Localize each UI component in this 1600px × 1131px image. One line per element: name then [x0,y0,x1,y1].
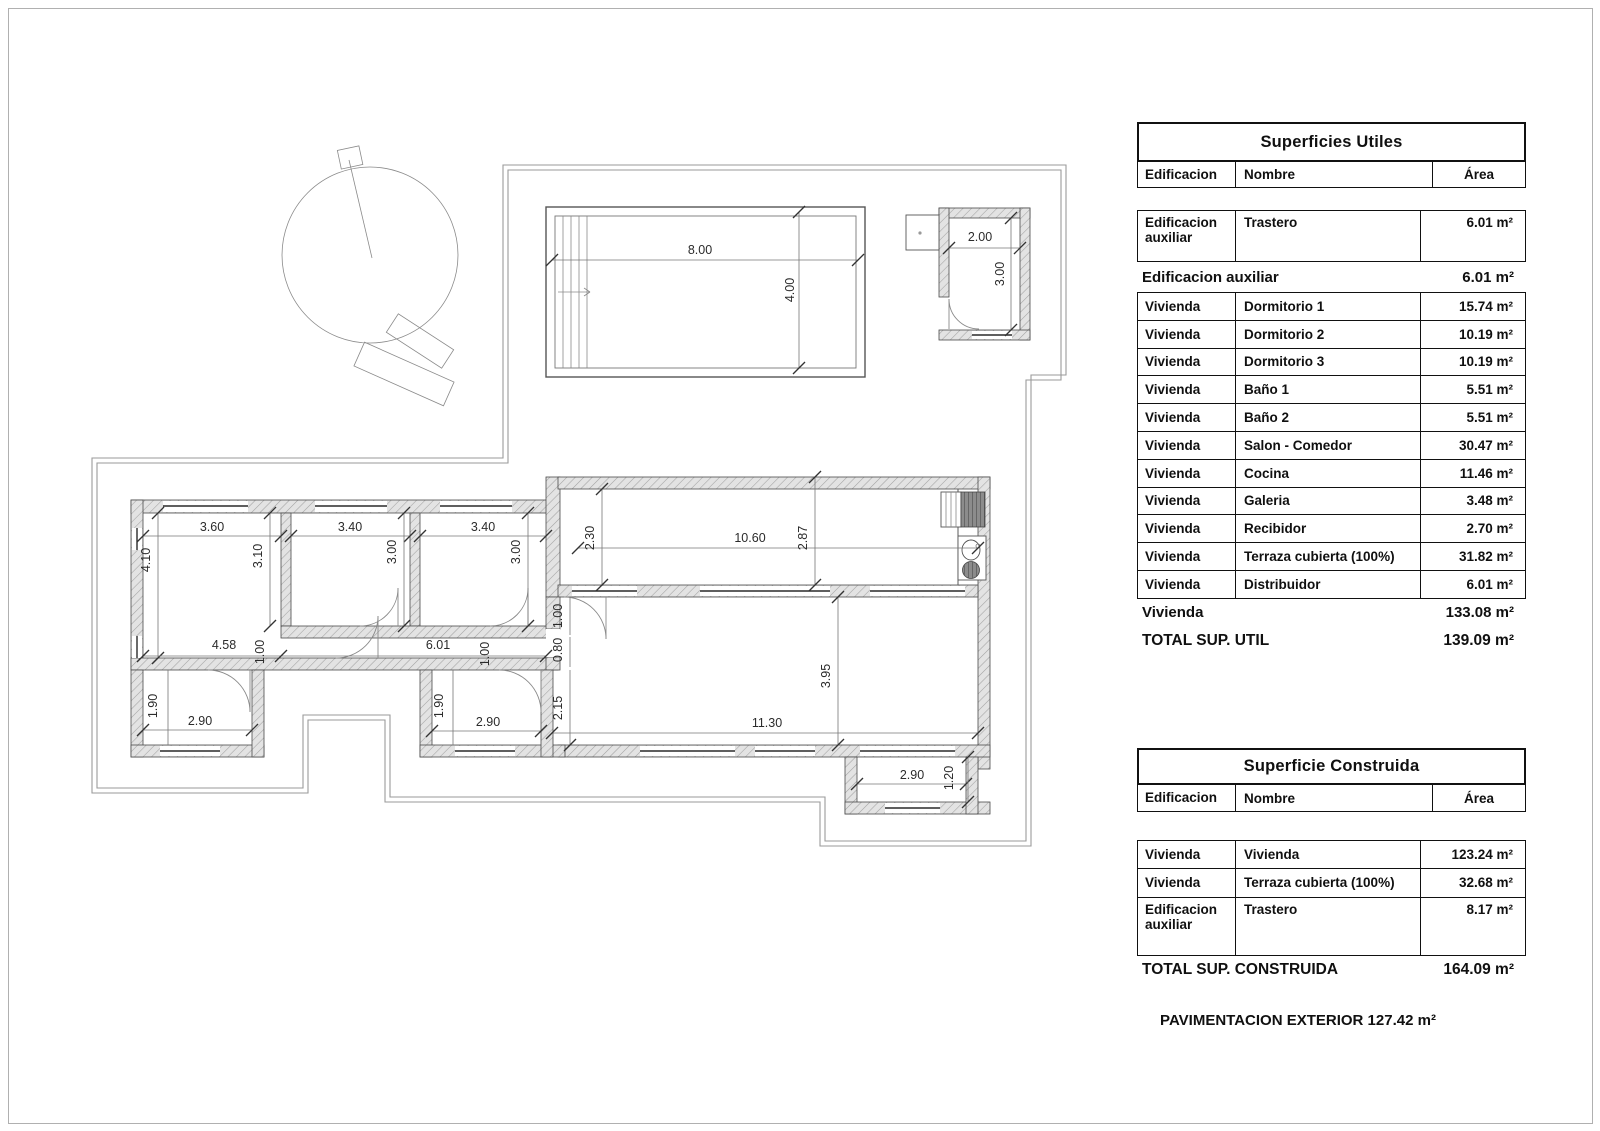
table-row [1137,840,1526,869]
cell-nombre: Terraza cubierta (100%) [1236,543,1421,570]
utiles-title: Superficies Utiles [1137,122,1526,162]
svg-text:0.80: 0.80 [551,637,565,663]
kitchen-fixtures [941,489,986,585]
utiles-header [1137,162,1526,188]
cell-nombre: Baño 2 [1236,404,1421,431]
cell-edificacion: Vivienda [1138,869,1236,897]
total-area: 164.09 m² [1443,960,1514,978]
cell-area: 30.47 m² [1458,437,1513,453]
svg-text:2.90: 2.90 [187,714,213,728]
col-edificacion: Edificacion [1138,162,1236,187]
trastero-building [906,208,1030,340]
total-sup-construida-row [1137,956,1526,984]
aux-subtotal-row [1137,262,1526,292]
superficie-construida-table [1137,748,1526,984]
cell-area: 15.74 m² [1458,298,1513,314]
cell-area: 6.01 m² [1466,215,1513,230]
table-row [1137,515,1526,543]
cell-nombre: Distribuidor [1236,571,1421,598]
svg-text:4.00: 4.00 [783,277,797,303]
cell-area: 11.46 m² [1459,465,1513,481]
table-row [1137,321,1526,349]
cell-area: 123.24 m² [1451,846,1513,862]
svg-text:3.95: 3.95 [819,663,833,689]
utiles-rows [1137,292,1526,599]
svg-text:6.01: 6.01 [425,638,451,652]
cell-area: 10.19 m² [1458,354,1513,370]
construida-title: Superficie Construida [1137,748,1526,785]
cell-area: 5.51 m² [1466,382,1513,398]
cell-edificacion: Vivienda [1138,488,1236,515]
cell-edificacion: Vivienda [1138,349,1236,376]
cell-nombre: Recibidor [1236,515,1421,542]
subtotal-area: 6.01 m² [1462,268,1514,286]
planter-icon [354,314,454,406]
table-row [1137,210,1526,262]
table-row [1137,571,1526,599]
svg-text:1.00: 1.00 [253,639,267,665]
cell-nombre: Baño 1 [1236,376,1421,403]
tree-icon [282,146,458,343]
construida-header [1137,785,1526,812]
svg-text:8.00: 8.00 [687,243,713,257]
vivienda-subtotal-row [1137,599,1526,627]
svg-text:1.90: 1.90 [432,693,446,719]
svg-text:4.10: 4.10 [139,547,153,573]
cell-area: 8.17 m² [1466,901,1513,917]
total-area: 139.09 m² [1443,631,1514,649]
subtotal-label: Vivienda [1142,604,1204,622]
svg-text:10.60: 10.60 [734,531,766,545]
cell-area: 31.82 m² [1458,549,1513,565]
col-nombre: Nombre [1236,162,1433,187]
svg-text:2.90: 2.90 [899,768,925,782]
table-row [1137,898,1526,956]
pavimentacion-note: PAVIMENTACION EXTERIOR 127.42 m² [1160,1012,1436,1029]
svg-text:3.00: 3.00 [385,539,399,565]
table-row [1137,292,1526,321]
cell-edificacion: Vivienda [1138,321,1236,348]
cell-area: 6.01 m² [1466,576,1513,592]
cell-nombre: Galeria [1236,488,1421,515]
cell-edificacion: Edificacion auxiliar [1138,898,1236,955]
cell-nombre: Terraza cubierta (100%) [1236,869,1421,897]
svg-text:1.00: 1.00 [478,641,492,667]
cell-nombre: Dormitorio 1 [1236,293,1421,320]
total-label: TOTAL SUP. CONSTRUIDA [1142,960,1339,978]
superficies-utiles-table [1137,122,1526,655]
total-sup-util-row [1137,627,1526,655]
cell-nombre: Vivienda [1236,841,1421,868]
svg-text:11.30: 11.30 [751,716,783,730]
table-row [1137,488,1526,516]
cell-nombre: Cocina [1236,460,1421,487]
cell-nombre: Dormitorio 2 [1236,321,1421,348]
pool [546,207,865,377]
subtotal-area: 133.08 m² [1445,604,1514,622]
cell-edificacion: Vivienda [1138,460,1236,487]
cell-edificacion: Edificacion auxiliar [1138,211,1236,261]
col-edificacion: Edificacion [1138,785,1236,811]
svg-text:2.87: 2.87 [796,525,810,551]
cell-area: 10.19 m² [1458,326,1513,342]
table-row [1137,349,1526,377]
cell-area: 2.70 m² [1466,521,1513,537]
cell-area: 3.48 m² [1466,493,1513,509]
cell-edificacion: Vivienda [1138,293,1236,320]
cell-edificacion: Vivienda [1138,543,1236,570]
col-area: Área [1463,167,1495,182]
svg-text:2.00: 2.00 [967,230,993,244]
cell-nombre: Salon - Comedor [1236,432,1421,459]
cell-nombre: Trastero [1236,211,1421,261]
svg-text:2.90: 2.90 [475,715,501,729]
col-area: Área [1463,790,1495,806]
cell-area: 32.68 m² [1458,875,1513,891]
cell-edificacion: Vivienda [1138,515,1236,542]
table-row [1137,432,1526,460]
subtotal-label: Edificacion auxiliar [1142,268,1279,286]
total-label: TOTAL SUP. UTIL [1142,631,1270,649]
cell-edificacion: Vivienda [1138,376,1236,403]
cell-nombre: Trastero [1236,898,1421,955]
table-row [1137,404,1526,432]
svg-text:1.20: 1.20 [942,765,956,791]
svg-text:3.00: 3.00 [993,261,1007,287]
cell-edificacion: Vivienda [1138,841,1236,868]
svg-text:1.00: 1.00 [551,603,565,629]
table-row [1137,460,1526,488]
svg-text:3.40: 3.40 [337,520,363,534]
svg-text:2.15: 2.15 [551,695,565,721]
table-row [1137,869,1526,898]
table-row [1137,543,1526,571]
table-row [1137,376,1526,404]
svg-text:2.30: 2.30 [583,525,597,551]
svg-text:4.58: 4.58 [211,638,237,652]
cell-edificacion: Vivienda [1138,571,1236,598]
cell-edificacion: Vivienda [1138,432,1236,459]
col-nombre: Nombre [1236,785,1433,811]
svg-text:1.90: 1.90 [146,693,160,719]
svg-text:3.10: 3.10 [251,543,265,569]
cell-nombre: Dormitorio 3 [1236,349,1421,376]
svg-text:3.40: 3.40 [470,520,496,534]
svg-text:3.60: 3.60 [199,520,225,534]
cell-area: 5.51 m² [1466,410,1513,426]
svg-text:3.00: 3.00 [509,539,523,565]
cell-edificacion: Vivienda [1138,404,1236,431]
